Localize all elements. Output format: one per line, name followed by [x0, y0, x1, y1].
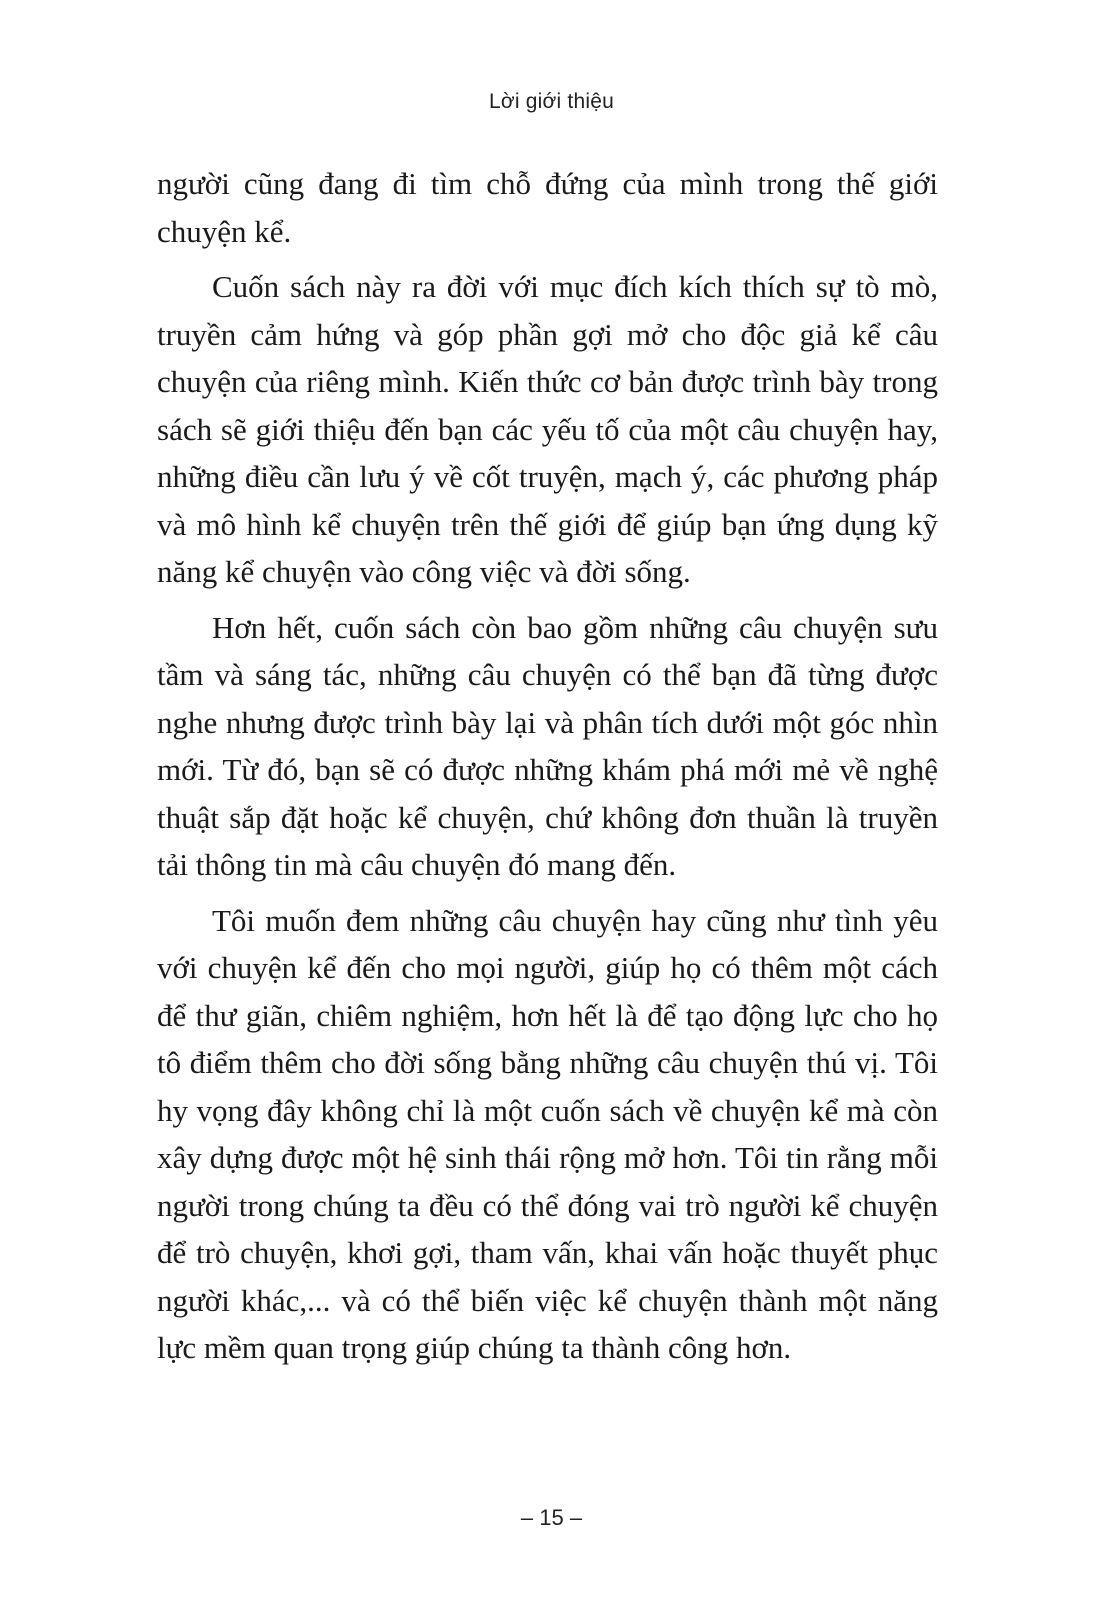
page-number: – 15 – — [520, 1505, 583, 1530]
running-header: Lời giới thiệu — [489, 90, 614, 113]
paragraph: Cuốn sách này ra đời với mục đích kích thích sự tò mò, truyền cảm hứng và góp phần gợi mở cho độc giả kể câu chuyện của riêng mình. Kiến thức cơ bản được trình bày trong sách sẽ giới thiệu đến bạn các yếu tố của một câu chuyện hay, những điều cần lưu ý về cốt truyện, mạch ý, các phương pháp và mô hình kể chuyện trên thế giới để giúp bạn ứng dụng kỹ năng kể chuyện vào công việc và đời sống. — [157, 269, 938, 589]
paragraph: Tôi muốn đem những câu chuyện hay cũng như tình yêu với chuyện kể đến cho mọi người, giúp họ có thêm một cách để thư giãn, chiêm nghiệm, hơn hết là để tạo động lực cho họ tô điểm thêm cho đời sống bằng những câu chuyện thú vị. Tôi hy vọng đây không chỉ là một cuốn sách về chuyện kể mà còn xây dựng được một hệ sinh thái rộng mở hơn. Tôi tin rằng mỗi người trong chúng ta đều có thể đóng vai trò người kể chuyện để trò chuyện, khơi gợi, tham vấn, khai vấn hoặc thuyết phục người khác,... và có thể biến việc kể chuyện thành một năng lực mềm quan trọng giúp chúng ta thành công hơn. — [157, 902, 938, 1365]
body-text — [157, 160, 938, 1380]
paragraph-continued: người cũng đang đi tìm chỗ đứng của mình trong thế giới chuyện kể. — [157, 166, 938, 249]
paragraph: Hơn hết, cuốn sách còn bao gồm những câu chuyện sưu tầm và sáng tác, những câu chuyện có thể bạn đã từng được nghe nhưng được trình bày lại và phân tích dưới một góc nhìn mới. Từ đó, bạn sẽ có được những khám phá mới mẻ về nghệ thuật sắp đặt hoặc kể chuyện, chứ không đơn thuần là truyền tải thông tin mà câu chuyện đó mang đến. — [157, 609, 938, 882]
